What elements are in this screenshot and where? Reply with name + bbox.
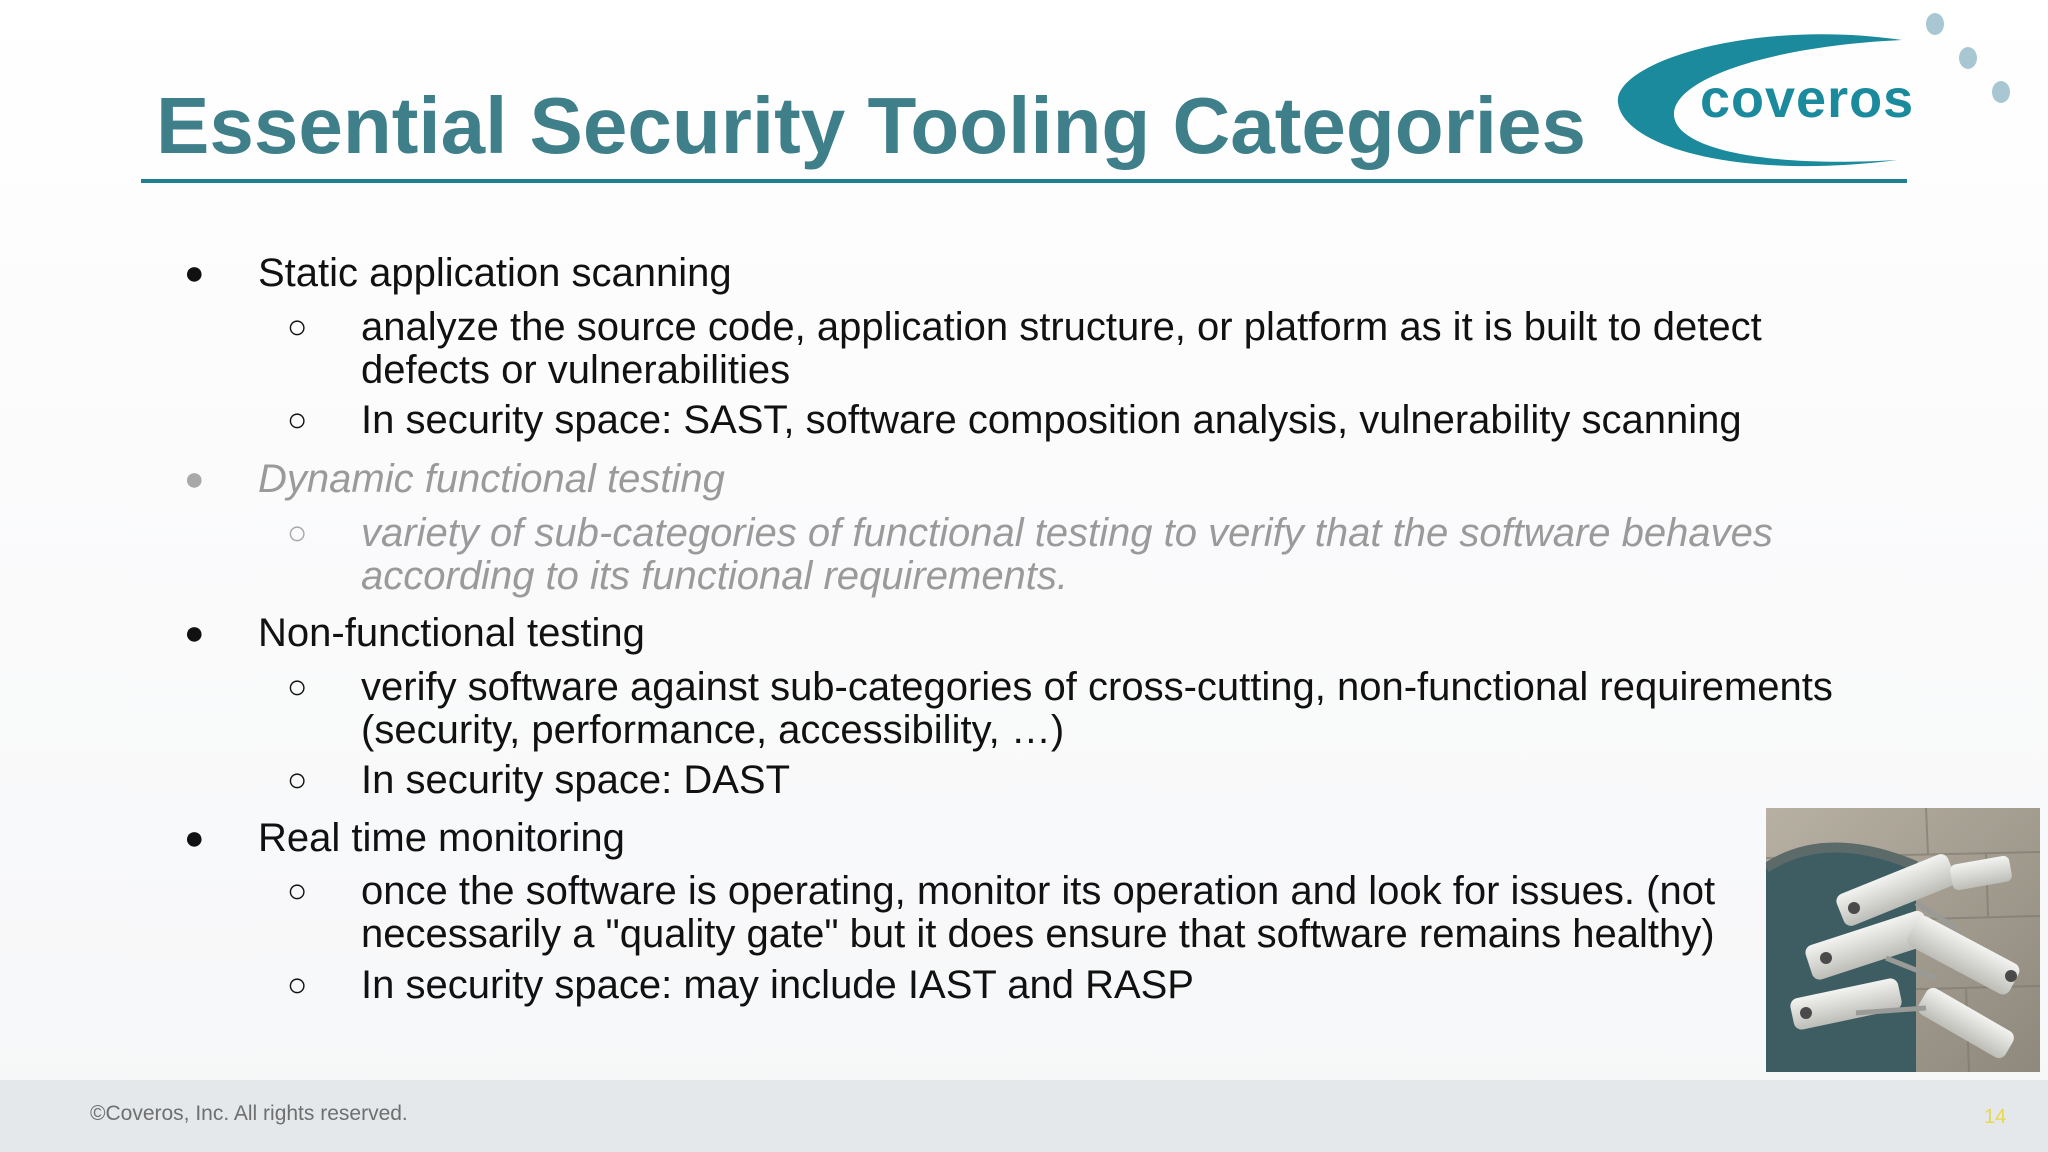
- sub-bullet-text: defects or vulnerabilities: [361, 348, 791, 392]
- security-cameras-photo: [1766, 808, 2040, 1072]
- sub-bullet-circle: ○: [287, 668, 308, 706]
- sub-bullet-circle: ○: [287, 966, 308, 1004]
- sub-bullet-circle: ○: [287, 761, 308, 799]
- bullet-dot: ●: [184, 819, 205, 857]
- logo-text: coveros: [1700, 69, 1915, 129]
- bullet-label: Non-functional testing: [258, 611, 645, 655]
- sub-bullet-text: verify software against sub-categories of cross-cutting, non-functional requirements: [361, 665, 1833, 709]
- sub-bullet-text: In security space: may include IAST and RASP: [361, 963, 1194, 1007]
- sub-bullet-text: necessarily a "quality gate" but it does ensure that software remains healthy): [361, 912, 1715, 956]
- sub-bullet-circle: ○: [287, 308, 308, 346]
- bullet-dot: ●: [184, 614, 205, 652]
- sub-bullet-text: In security space: DAST: [361, 758, 791, 802]
- sub-bullet-circle: ○: [287, 872, 308, 910]
- sub-bullet-text: analyze the source code, application structure, or platform as it is built to detect: [361, 305, 1762, 349]
- sub-bullet-text: once the software is operating, monitor its operation and look for issues. (not: [361, 869, 1716, 913]
- sub-bullet-circle: ○: [287, 514, 308, 552]
- bullet-dot: ●: [184, 460, 205, 498]
- sub-bullet-text: according to its functional requirements.: [361, 554, 1069, 598]
- sub-bullet-circle: ○: [287, 401, 308, 439]
- bullet-label: Static application scanning: [258, 251, 732, 295]
- slide-title: Essential Security Tooling Categories: [156, 81, 1586, 170]
- bullet-label: Real time monitoring: [258, 816, 625, 860]
- page-number: 14: [1984, 1106, 2007, 1128]
- bullet-label: Dynamic functional testing: [258, 457, 725, 501]
- sub-bullet-text: variety of sub-categories of functional testing to verify that the software behaves: [361, 511, 1773, 555]
- sub-bullet-text: In security space: SAST, software composition analysis, vulnerability scanning: [361, 398, 1742, 442]
- copyright-text: ©Coveros, Inc. All rights reserved.: [90, 1102, 408, 1125]
- bullet-dot: ●: [184, 254, 205, 292]
- sub-bullet-text: (security, performance, accessibility, …): [361, 708, 1065, 752]
